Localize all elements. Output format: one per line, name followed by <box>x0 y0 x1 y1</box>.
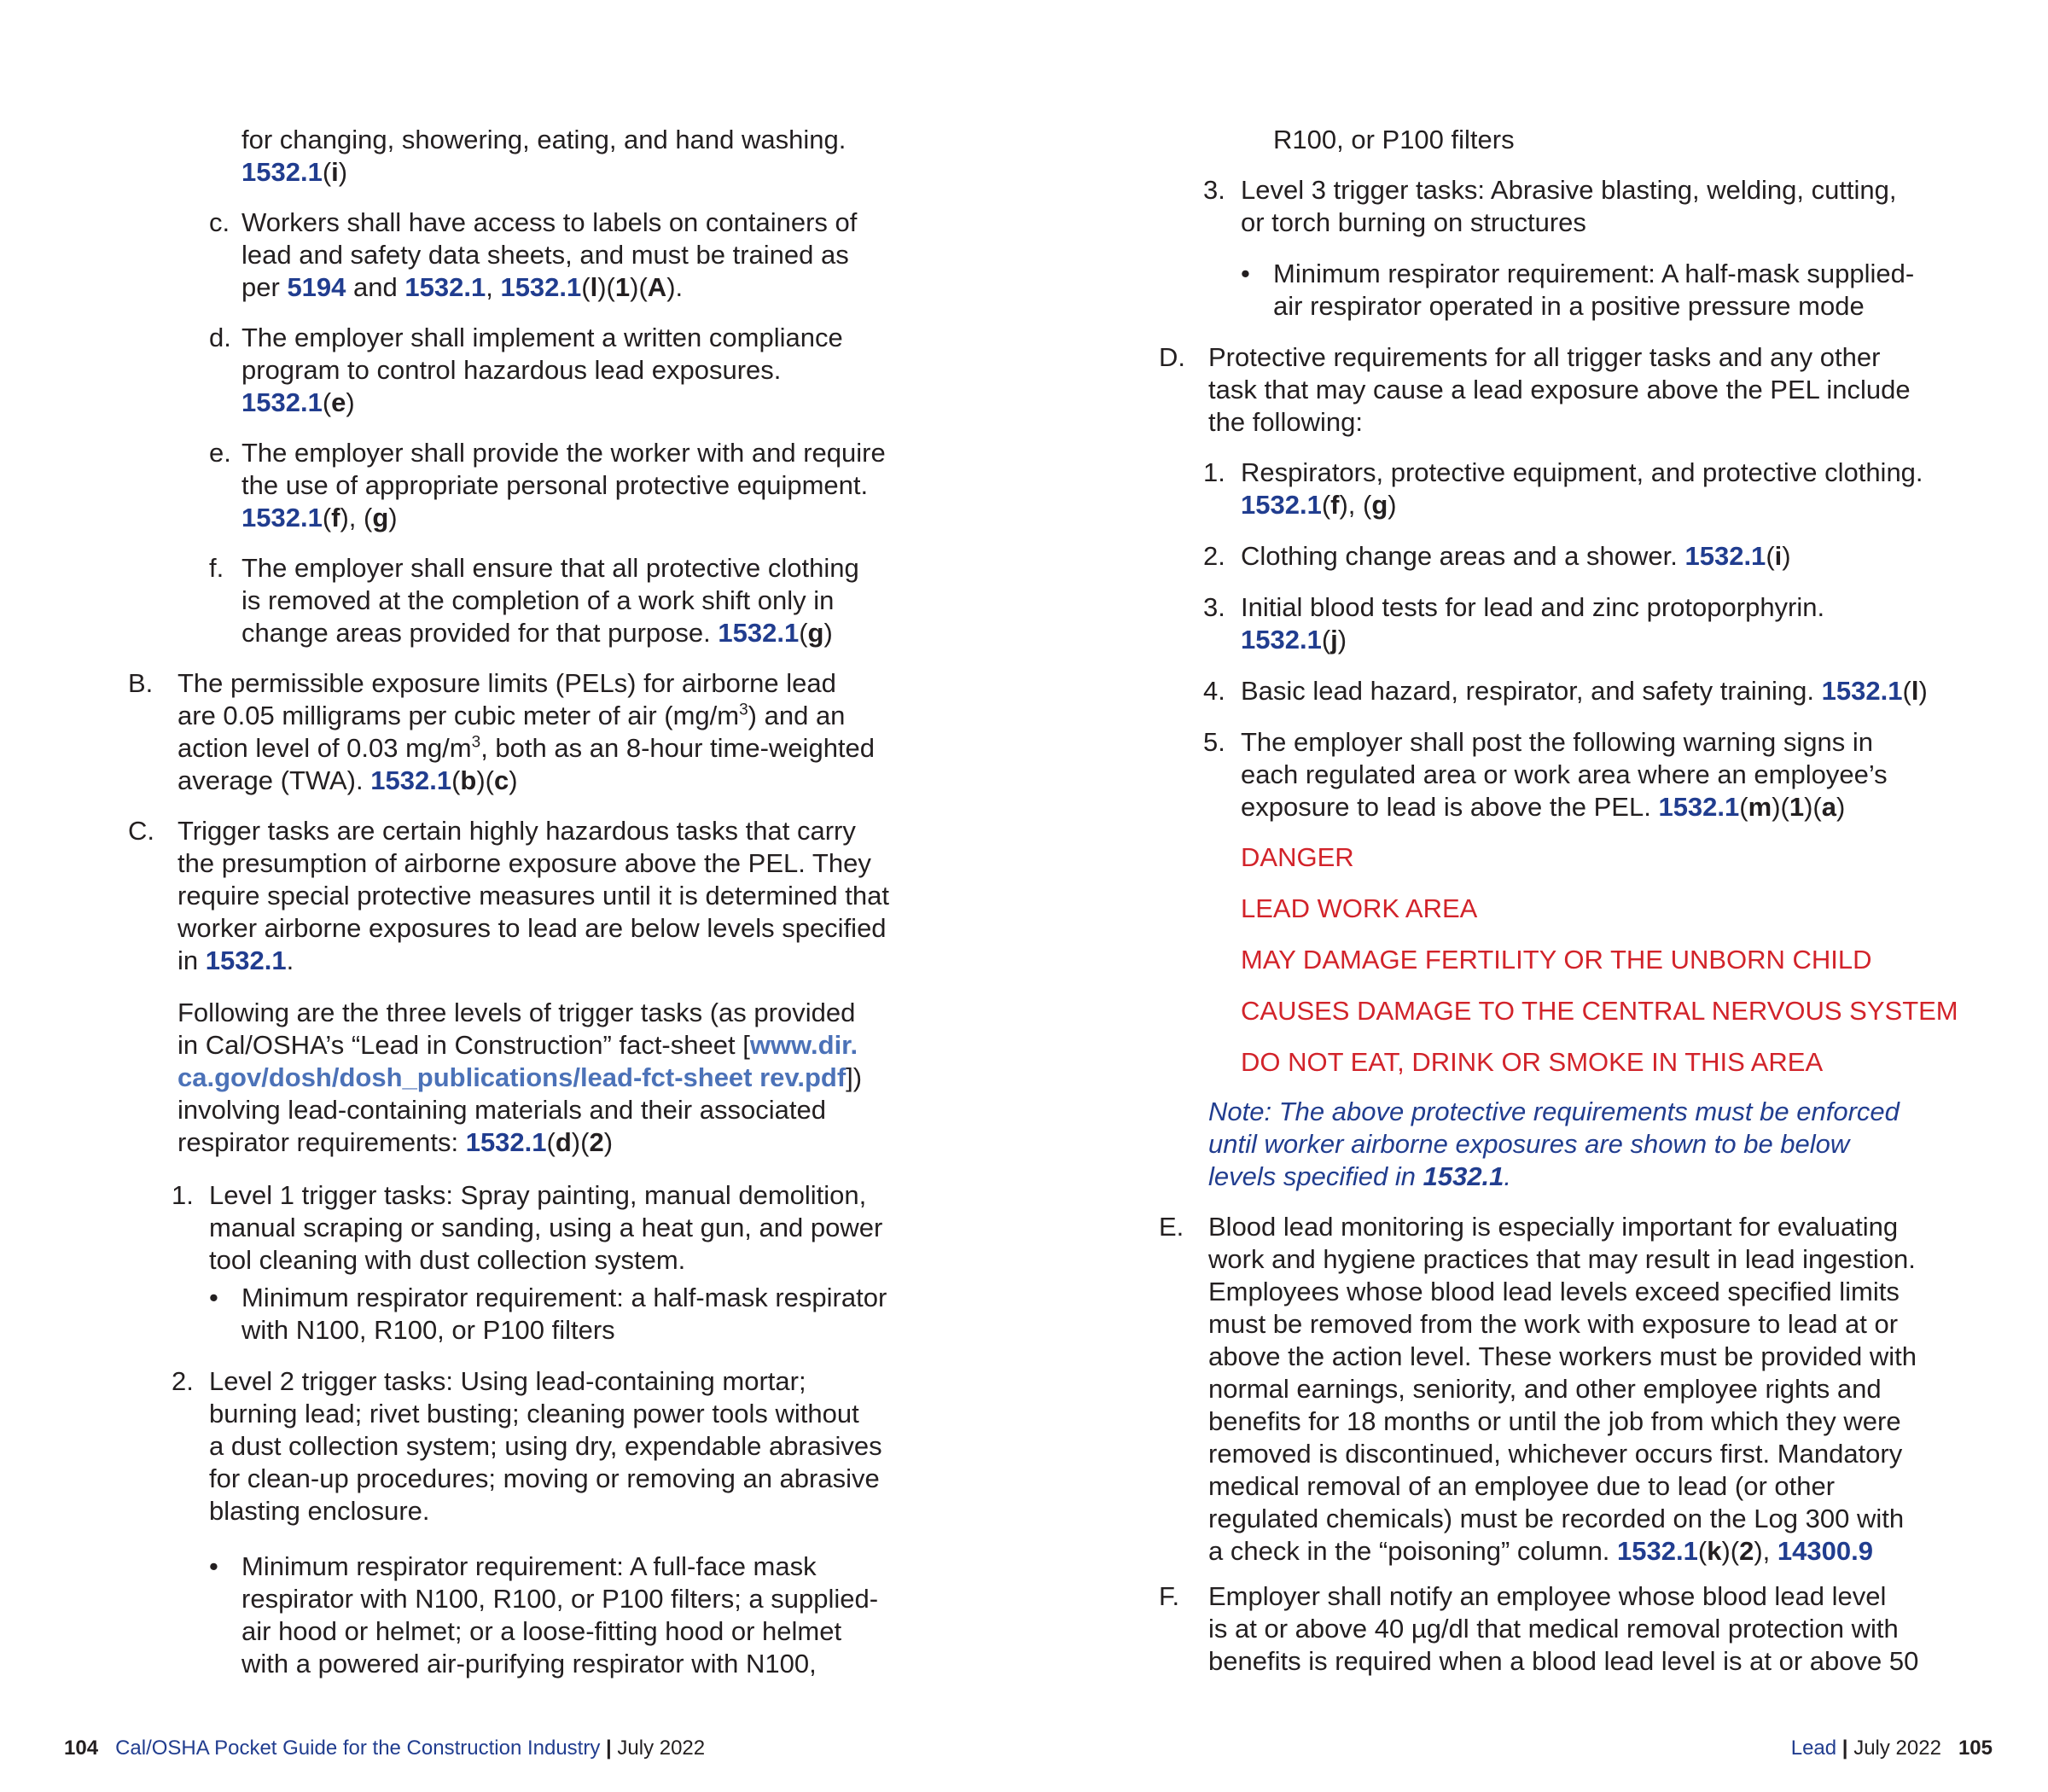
text-line: Note: The above protective requirements must be enforced <box>1208 1097 1900 1126</box>
text-line: air hood or helmet; or a loose-fitting hood or helmet <box>241 1616 842 1646</box>
text-line: each regulated area or work area where an employee’s <box>1241 759 1888 789</box>
reference-link[interactable]: 1532.1 <box>718 618 800 648</box>
text-line: Trigger tasks are certain highly hazardous tasks that carry <box>177 816 856 846</box>
text-line: Basic lead hazard, respirator, and safety training. 1532.1(l) <box>1241 676 1928 706</box>
section-label: B. <box>128 668 154 698</box>
reference-link[interactable]: 1532.1 <box>1821 676 1903 706</box>
list-label: c. <box>209 207 230 237</box>
text-line: average (TWA). 1532.1(b)(c) <box>177 765 518 795</box>
text-line: in Cal/OSHA’s “Lead in Construction” fact-sheet [www.dir. <box>177 1030 858 1060</box>
list-label: e. <box>209 438 231 468</box>
citation: 1532.1(j) <box>1241 625 1347 655</box>
text-line: the use of appropriate personal protective equipment. <box>241 470 869 500</box>
text-line: action level of 0.03 $mg/m^3$, both as an 8-hour time-weighted <box>177 733 876 763</box>
text-line: in 1532.1. <box>177 945 294 975</box>
text-line: Respirators, protective equipment, and protective clothing. <box>1241 457 1923 487</box>
section-label: C. <box>128 816 154 846</box>
list-label: f. <box>209 553 224 583</box>
text-line: per 5194 and 1532.1, 1532.1(l)(1)(A). <box>241 272 684 302</box>
section-b <box>128 667 928 797</box>
requirement-1 <box>1203 457 1966 521</box>
requirement-2 <box>1203 540 1966 573</box>
level-3-respirator-bullet <box>1241 258 1999 323</box>
text-line: Employer shall notify an employee whose blood lead level <box>1208 1581 1887 1611</box>
warning-line: LEAD WORK AREA <box>1241 893 1478 923</box>
text-line: Level 2 trigger tasks: Using lead-containing mortar; <box>209 1366 806 1396</box>
reference-link[interactable]: 1532.1 <box>404 272 486 302</box>
section-d <box>1159 341 1959 439</box>
text-line: medical removal of an employee due to lead (or other <box>1208 1471 1836 1501</box>
text-line: Minimum respirator requirement: a half-mask respirator <box>241 1283 887 1312</box>
text-line: program to control hazardous lead exposures. <box>241 355 782 385</box>
text-line: involving lead-containing materials and their associated <box>177 1095 826 1125</box>
trigger-tasks-intro <box>177 997 928 1159</box>
section-c <box>128 815 928 977</box>
level-1-respirator-bullet <box>209 1282 967 1347</box>
citation: 1532.1(f), (g) <box>1241 490 1397 520</box>
right-page <box>1024 0 2048 1792</box>
list-item-c <box>209 207 967 304</box>
text-line: The employer shall post the following warning signs in <box>1241 727 1873 757</box>
page-number: 104 <box>64 1737 99 1760</box>
fact-sheet-link[interactable]: ca.gov/dosh/dosh_publications/lead-fct-sheet rev.pdf <box>177 1062 847 1092</box>
section-label: E. <box>1159 1212 1184 1242</box>
level-2-bullet-continuation <box>1273 124 1999 156</box>
text-line: normal earnings, seniority, and other employee rights and <box>1208 1374 1882 1404</box>
list-item-e <box>209 437 967 534</box>
item-a-continuation <box>241 124 967 189</box>
text-line: respirator with N100, R100, or P100 filters; a supplied- <box>241 1584 879 1614</box>
reference-link[interactable]: 1532.1 <box>241 157 323 187</box>
text-line: levels specified in 1532.1. <box>1208 1161 1512 1191</box>
text-line: must be removed from the work with exposure to lead at or <box>1208 1309 1899 1339</box>
text-line: a check in the “poisoning” column. 1532.1(k)(2), 14300.9 <box>1208 1536 1873 1566</box>
warning-line: DO NOT EAT, DRINK OR SMOKE IN THIS AREA <box>1241 1047 1824 1077</box>
text-line: Workers shall have access to labels on containers of <box>241 207 858 237</box>
text-line: with a powered air-purifying respirator with N100, <box>241 1649 817 1679</box>
reference-link[interactable]: 1532.1 <box>1617 1536 1698 1566</box>
page-number: 105 <box>1958 1737 1993 1760</box>
text-line: or torch burning on structures <box>1241 207 1586 237</box>
footer-separator: | <box>1841 1737 1848 1760</box>
reference-link[interactable]: 1532.1 <box>1684 541 1766 571</box>
text-line: for clean-up procedures; moving or removing an abrasive <box>209 1463 880 1493</box>
warning-line: DANGER <box>1241 842 1354 872</box>
note <box>1208 1096 1959 1193</box>
text-line: the following: <box>1208 407 1363 437</box>
text-line: benefits is required when a blood lead level is at or above 50 <box>1208 1646 1919 1676</box>
text-line: require special protective measures until it is determined that <box>177 881 889 911</box>
list-label: d. <box>209 323 231 352</box>
reference-link[interactable]: 14300.9 <box>1777 1536 1873 1566</box>
fact-sheet-link[interactable]: www.dir. <box>749 1030 858 1060</box>
text-line: Clothing change areas and a shower. 1532.1(i) <box>1241 541 1791 571</box>
text-line: above the action level. These workers must be provided with <box>1208 1341 1917 1371</box>
text-line: The employer shall ensure that all protective clothing <box>241 553 859 583</box>
list-item-d <box>209 322 967 419</box>
citation: 1532.1(f), (g) <box>241 503 398 532</box>
text-line: for changing, showering, eating, and hand washing. <box>241 125 847 154</box>
reference-link[interactable]: 1532.1 <box>241 503 323 532</box>
text-line: Level 3 trigger tasks: Abrasive blasting, welding, cutting, <box>1241 175 1897 205</box>
citation: 1532.1(i) <box>241 157 348 187</box>
section-f <box>1159 1580 1959 1678</box>
text-line: The employer shall provide the worker with and require <box>241 438 886 468</box>
left-footer <box>64 1736 705 1761</box>
text-line: Minimum respirator requirement: A full-face mask <box>241 1551 817 1581</box>
list-label: 1. <box>172 1180 194 1210</box>
bullet-icon: • <box>209 1551 218 1581</box>
list-label: 3. <box>1203 175 1225 205</box>
text-line: Level 1 trigger tasks: Spray painting, manual demolition, <box>209 1180 867 1210</box>
trigger-level-2 <box>172 1365 934 1527</box>
warning-line: CAUSES DAMAGE TO THE CENTRAL NERVOUS SYSTEM <box>1241 996 1958 1026</box>
text-line: Blood lead monitoring is especially important for evaluating <box>1208 1212 1899 1242</box>
requirement-3 <box>1203 591 1966 656</box>
text-line: The employer shall implement a written compliance <box>241 323 843 352</box>
section-label: D. <box>1159 342 1185 372</box>
text-line: removed is discontinued, whichever occurs first. Mandatory <box>1208 1439 1903 1469</box>
reference-link[interactable]: 1532.1 <box>1241 625 1322 655</box>
reference-link[interactable]: 1532.1 <box>241 387 323 417</box>
text-line: Protective requirements for all trigger tasks and any other <box>1208 342 1881 372</box>
text-line: burning lead; rivet busting; cleaning power tools without <box>209 1399 859 1428</box>
text-line: with N100, R100, or P100 filters <box>241 1315 615 1345</box>
text-line: Following are the three levels of trigger tasks (as provided <box>177 998 856 1027</box>
reference-link[interactable]: 1532.1 <box>1423 1161 1504 1191</box>
citation: 1532.1(e) <box>241 387 355 417</box>
trigger-level-3 <box>1203 174 1966 239</box>
list-label: 1. <box>1203 457 1225 487</box>
warning-line: MAY DAMAGE FERTILITY OR THE UNBORN CHILD <box>1241 945 1872 975</box>
list-label: 3. <box>1203 592 1225 622</box>
text-line: a dust collection system; using dry, expendable abrasives <box>209 1431 882 1461</box>
reference-link[interactable]: 1532.1 <box>500 272 582 302</box>
text-line: task that may cause a lead exposure above the PEL include <box>1208 375 1911 404</box>
text-line: the presumption of airborne exposure above the PEL. They <box>177 848 871 878</box>
reference-link[interactable]: 1532.1 <box>205 945 287 975</box>
guide-title: Cal/OSHA Pocket Guide for the Construction Industry <box>115 1737 601 1760</box>
right-footer <box>1791 1736 1993 1761</box>
reference-link[interactable]: 1532.1 <box>1658 792 1740 822</box>
text-line: until worker airborne exposures are shown to be below <box>1208 1129 1850 1159</box>
list-label: 2. <box>1203 541 1225 571</box>
requirement-5 <box>1203 726 1966 823</box>
list-label: 4. <box>1203 676 1225 706</box>
reference-link[interactable]: 1532.1 <box>1241 490 1322 520</box>
text-line: The permissible exposure limits (PELs) for airborne lead <box>177 668 836 698</box>
level-2-respirator-bullet <box>209 1551 967 1680</box>
list-label: 5. <box>1203 727 1225 757</box>
text-line: work and hygiene practices that may result in lead ingestion. <box>1208 1244 1916 1274</box>
text-line: change areas provided for that purpose. 1532.1(g) <box>241 618 833 648</box>
text-line: benefits for 18 months or until the job from which they were <box>1208 1406 1901 1436</box>
bullet-icon: • <box>209 1283 218 1312</box>
text-line: exposure to lead is above the PEL. 1532.1(m)(1)(a) <box>1241 792 1846 822</box>
list-label: 2. <box>172 1366 194 1396</box>
text-line: tool cleaning with dust collection system. <box>209 1245 686 1275</box>
reference-link[interactable]: 1532.1 <box>370 765 452 795</box>
text-line: manual scraping or sanding, using a heat gun, and power <box>209 1213 883 1242</box>
text-line: Initial blood tests for lead and zinc protoporphyrin. <box>1241 592 1825 622</box>
text-line: Employees whose blood lead levels exceed specified limits <box>1208 1277 1900 1306</box>
list-item-f <box>209 552 967 649</box>
text-line: lead and safety data sheets, and must be trained as <box>241 240 849 270</box>
bullet-icon: • <box>1241 259 1250 288</box>
text-line: Minimum respirator requirement: A half-mask supplied- <box>1273 259 1915 288</box>
section-title: Lead <box>1790 1737 1837 1760</box>
trigger-level-1 <box>172 1179 934 1277</box>
reference-link[interactable]: 1532.1 <box>465 1127 547 1157</box>
text-line: air respirator operated in a positive pressure mode <box>1273 291 1865 321</box>
warning-sign-text <box>1241 841 2009 1079</box>
text-line: ca.gov/dosh/dosh_publications/lead-fct-sheet rev.pdf]) <box>177 1062 863 1092</box>
text-line: worker airborne exposures to lead are below levels specified <box>177 913 887 943</box>
text-line: are 0.05 milligrams per cubic meter of air $(mg/m^3)$ and an <box>177 701 846 730</box>
footer-separator: | <box>606 1737 612 1760</box>
reference-link[interactable]: 5194 <box>287 272 346 302</box>
section-e <box>1159 1211 1959 1568</box>
text-line: is at or above 40 µg/dl that medical removal protection with <box>1208 1614 1899 1644</box>
footer-date: July 2022 <box>617 1737 706 1760</box>
text-line: blasting enclosure. <box>209 1496 430 1526</box>
requirement-4 <box>1203 675 2009 707</box>
text-line: regulated chemicals) must be recorded on the Log 300 with <box>1208 1504 1905 1533</box>
section-label: F. <box>1159 1581 1180 1611</box>
text-line: is removed at the completion of a work shift only in <box>241 585 835 615</box>
footer-date: July 2022 <box>1853 1737 1941 1760</box>
text-line: R100, or P100 filters <box>1273 125 1515 154</box>
text-line: respirator requirements: 1532.1(d)(2) <box>177 1127 614 1157</box>
